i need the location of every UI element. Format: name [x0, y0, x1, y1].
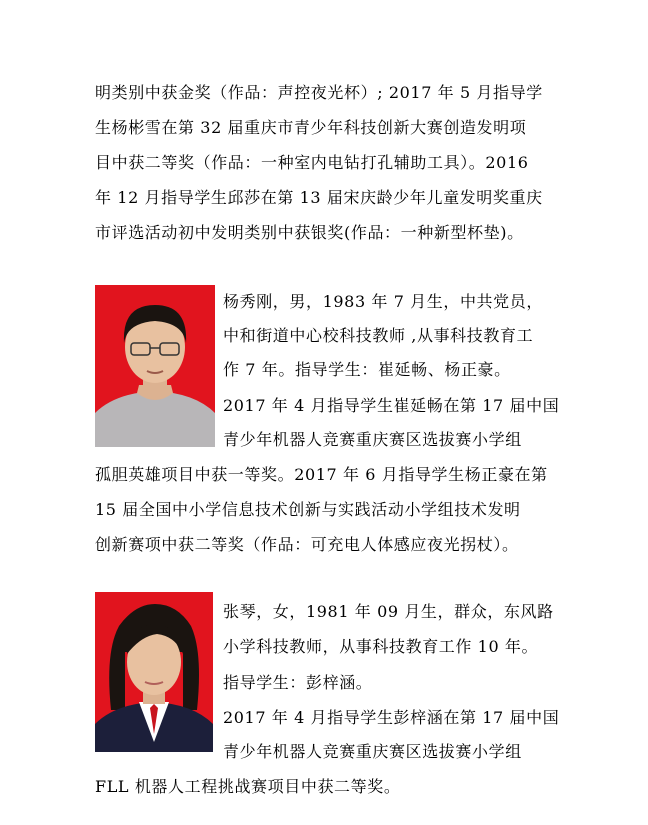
teacher1-bio-line-4: 2017 年 4 月指导学生崔延畅在第 17 届中国 — [223, 396, 560, 415]
teacher2-photo — [95, 592, 213, 752]
teacher1-award-line-2: 15 届全国中小学信息技术创新与实践活动小学组技术发明 — [95, 500, 521, 519]
paragraph1-line-4: 年 12 月指导学生邱莎在第 13 届宋庆龄少年儿童发明奖重庆 — [95, 188, 543, 207]
paragraph1-line-1: 明类别中获金奖（作品：声控夜光杯）; 2017 年 5 月指导学 — [95, 83, 543, 102]
teacher2-bio-line-3: 指导学生：彭梓涵。 — [223, 673, 373, 692]
teacher1-photo — [95, 285, 215, 447]
teacher2-bio-line-5: 青少年机器人竞赛重庆赛区选拔赛小学组 — [223, 742, 522, 761]
teacher2-bio-line-4: 2017 年 4 月指导学生彭梓涵在第 17 届中国 — [223, 708, 560, 727]
teacher1-bio-line-5: 青少年机器人竞赛重庆赛区选拔赛小学组 — [223, 430, 522, 449]
teacher1-bio-line-2: 中和街道中心校科技教师 ,从事科技教育工 — [223, 326, 534, 345]
paragraph1-line-5: 市评选活动初中发明类别中获银奖(作品：一种新型杯垫)。 — [95, 223, 524, 242]
teacher2-bio-line-2: 小学科技教师，从事科技教育工作 10 年。 — [223, 637, 539, 656]
paragraph1-line-2: 生杨彬雪在第 32 届重庆市青少年科技创新大赛创造发明项 — [95, 118, 527, 137]
teacher2-bio-line-1: 张琴，女，1981 年 09 月生，群众，东风路 — [223, 602, 554, 621]
teacher1-portrait — [95, 285, 215, 447]
teacher1-bio-line-3: 作 7 年。指导学生：崔延畅、杨正豪。 — [223, 360, 511, 379]
teacher2-award-line-1: FLL 机器人工程挑战赛项目中获二等奖。 — [95, 777, 401, 796]
teacher1-award-line-1: 孤胆英雄项目中获一等奖。2017 年 6 月指导学生杨正豪在第 — [95, 465, 548, 484]
teacher2-portrait — [95, 592, 213, 752]
teacher1-bio-line-1: 杨秀刚，男，1983 年 7 月生，中共党员， — [223, 292, 543, 311]
teacher1-award-line-3: 创新赛项中获二等奖（作品：可充电人体感应夜光拐杖）。 — [95, 535, 519, 554]
paragraph1-line-3: 目中获二等奖（作品：一种室内电钻打孔辅助工具）。2016 — [95, 153, 529, 172]
